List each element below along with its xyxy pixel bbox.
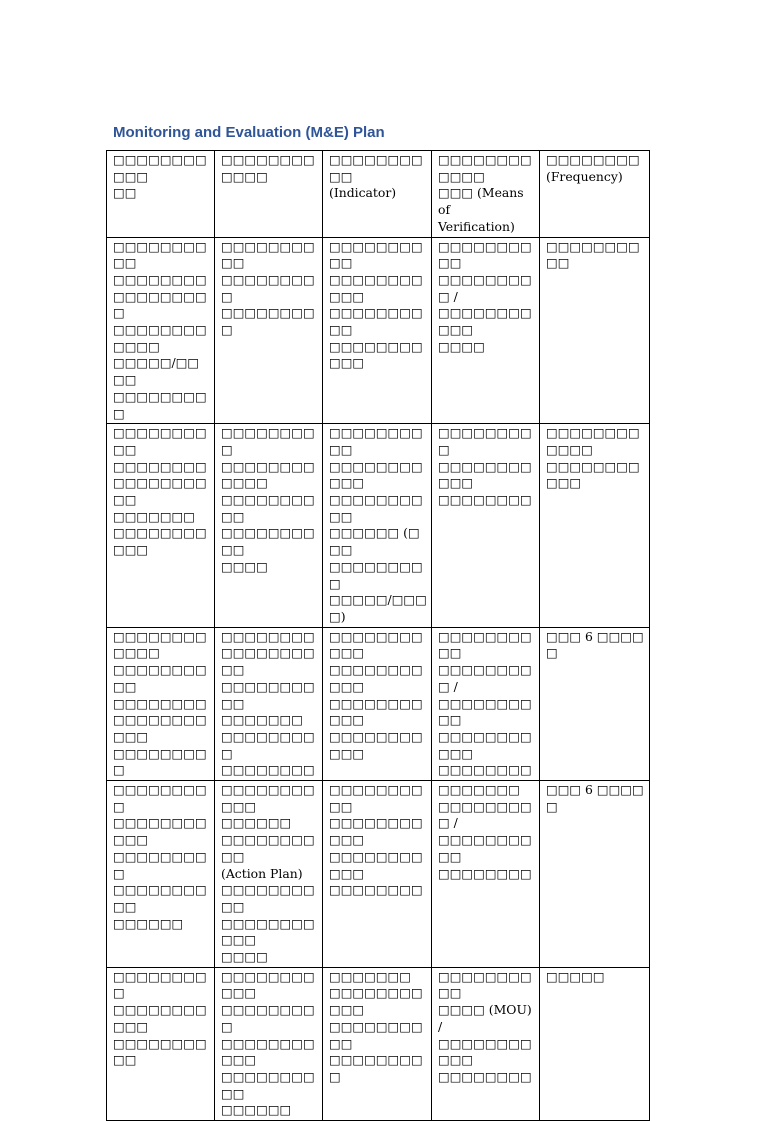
table-cell: □□□□□□□ □□□□□□□□□ / □□□□□□□□□□ □□□□□□□□ — [432, 781, 540, 968]
table-cell: □□□□□□□□□□ — [540, 237, 650, 424]
table-row — [107, 627, 650, 780]
table-cell: □□□□□□□□□□□ □□□□□□ □□□□□□□□□□ (Action Plan) □□□□□□□□□□ □□□□□□□□□□□ □□□□ — [215, 781, 323, 968]
table-cell: □□□□□□□□□□□ □□□□□□□□□ □□□□□□□□□□□ □□□□□□□□□□ □□□□□□ — [215, 967, 323, 1120]
table-cell: □□□□□□□□□□ □□□□□□□□□ □□□□□□□□□ — [215, 237, 323, 424]
table-cell: □□□ 6 □□□□□ — [540, 627, 650, 780]
table-cell: □□□□□□□□□ □□□□□□□□□□□ □□□□□□□□□ □□□□□□□□□□ □□□□□□ — [107, 781, 215, 968]
table-cell: □□□□□□□□□□ □□□□□□□□ □□□□□□□□□□ □□□□□□□ □□□□□□□□□□□ — [107, 424, 215, 627]
table-header-cell: □□□□□□□□□□ (Indicator) — [323, 151, 432, 238]
me-plan-table — [106, 150, 650, 1121]
table-cell: □□□□□□□□□□ □□□□ (MOU) / □□□□□□□□□□□ □□□□□□□□ — [432, 967, 540, 1120]
table-cell: □□□□□□□□□□ □□□□□□□□□□□ □□□□□□□□□□ □□□□□□ (□□□ □□□□□□□□□ □□□□□/□□□□) — [323, 424, 432, 627]
table-header-cell: □□□□□□□□ (Frequency) — [540, 151, 650, 238]
table-cell: □□□□□□□□□□□□ □□□□□□□□□□ □□□□□□□□ □□□□□□□□□□□ □□□□□□□□□ — [107, 627, 215, 780]
table-cell: □□□□□□□□□ □□□□□□□□□□□ □□□□□□□□□□ — [107, 967, 215, 1120]
table-row — [107, 424, 650, 627]
table-cell: □□□□□□□ □□□□□□□□□□□ □□□□□□□□□□ □□□□□□□□□ — [323, 967, 432, 1120]
table-cell: □□□□□□□□□□□ □□□□□□□□□□□ □□□□□□□□□□□ □□□□□□□□□□□ — [323, 627, 432, 780]
table-cell: □□□□□ — [540, 967, 650, 1120]
table-cell: □□□□□□□□□ □□□□□□□□□□□□ □□□□□□□□□□ □□□□□□□□□□ □□□□ — [215, 424, 323, 627]
table-cell: □□□ 6 □□□□□ — [540, 781, 650, 968]
table-row — [107, 237, 650, 424]
table-cell: □□□□□□□□□□ □□□□□□□□□□□ □□□□□□□□□□□ □□□□□□□□ — [323, 781, 432, 968]
table-header-cell: □□□□□□□□□□□□ □□□ (Means of Verification) — [432, 151, 540, 238]
table-cell: □□□□□□□□□□□□ □□□□□□□□□□□ — [540, 424, 650, 627]
table-cell: □□□□□□□□ □□□□□□□□□□ □□□□□□□□□□ □□□□□□□ □□□□□□□□□ □□□□□□□□ — [215, 627, 323, 780]
table-cell: □□□□□□□□□□ □□□□□□□□□ / □□□□□□□□□□□ □□□□ — [432, 237, 540, 424]
table-header-row — [107, 151, 650, 238]
table-cell: □□□□□□□□□ □□□□□□□□□□□ □□□□□□□□ — [432, 424, 540, 627]
table-cell: □□□□□□□□□□ □□□□□□□□□ / □□□□□□□□□□ □□□□□□□□□□□ □□□□□□□□ — [432, 627, 540, 780]
table-row — [107, 967, 650, 1120]
table-cell: □□□□□□□□□□ □□□□□□□□ □□□□□□□□□ □□□□□□□□□□□□ □□□□□/□□□□ □□□□□□□□□ — [107, 237, 215, 424]
document-title: Monitoring and Evaluation (M&E) Plan — [113, 124, 385, 141]
table-cell: □□□□□□□□□□ □□□□□□□□□□□ □□□□□□□□□□ □□□□□□□□□□□ — [323, 237, 432, 424]
table-row — [107, 781, 650, 968]
table-header-cell: □□□□□□□□□□□ □□ — [107, 151, 215, 238]
table-header-cell: □□□□□□□□□□□□ — [215, 151, 323, 238]
